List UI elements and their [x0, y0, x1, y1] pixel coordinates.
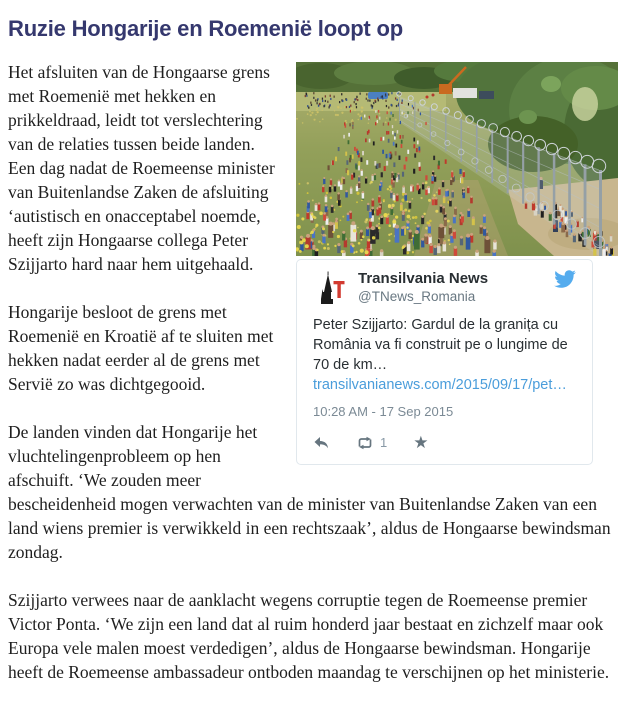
- page-title: Ruzie Hongarije en Roemenië loopt op: [8, 16, 403, 41]
- reply-icon: [313, 436, 329, 450]
- retweet-icon: [355, 436, 375, 450]
- reply-button[interactable]: [313, 436, 329, 450]
- twitter-bird-icon[interactable]: [554, 270, 576, 288]
- retweet-count: 1: [380, 435, 388, 450]
- star-icon: ★: [413, 433, 429, 453]
- tweet-link[interactable]: transilvanianews.com/2015/09/17/pet…: [313, 377, 567, 393]
- article-paragraph: Hongarije besloot de grens met Roemenië en Kroatië af te sluiten met hekken nadat eerder al de grens met Servië zo was dichtgegooid.: [8, 302, 274, 394]
- article-paragraph: Het afsluiten van de Hongaarse grens met Roemenië met hekken en prikkeldraad, leidt tot verslechtering van de relaties tussen beide landen. Een dag nadat de Roemeense minister van Buitenlandse Zaken de afsluiting ‘autistisch en onacceptabel noemde, heeft zijn Hongaarse collega Peter Szijjarto hard naar hem uitgehaald.: [8, 62, 275, 274]
- avatar-transilvania-news-logo-icon[interactable]: [313, 270, 349, 306]
- author-name[interactable]: Transilvania News: [358, 270, 489, 287]
- media-embed: [296, 62, 618, 465]
- tweet-header: [313, 270, 576, 306]
- favorite-button[interactable]: [413, 433, 429, 453]
- tweet-text: Peter Szijjarto: Gardul de la granița cu România va fi construit pe o lungime de 70 de km…: [313, 317, 568, 373]
- article-paragraph: Szijjarto verwees naar de aanklacht wegens corruptie tegen de Roemeense premier Victor Ponta. ‘We zijn een land dat al ruim honderd jaar bestaat en zichzelf maar ook Europa vele malen moest verdedigen’, aldus de Hongaarse bewindsman. Hongarije heeft de Roemeense ambassadeur ontboden maandag te verschijnen op het ministerie.: [8, 590, 610, 682]
- author-handle[interactable]: @TNews_Romania: [358, 289, 476, 304]
- tweet-actions: [313, 434, 576, 452]
- article-paragraph: De landen vinden dat Hongarije het vluchtelingenprobleem op hen afschuift. ‘We zouden meer bescheidenheid mogen verwachten van de minister van Buitenlandse Zaken van een land wiens premier is verwikkeld in een rechtszaak’, aldus de Hongaarse bewindsman zondag.: [8, 422, 611, 562]
- border-fence-photo: [296, 62, 618, 256]
- retweet-button[interactable]: [355, 431, 387, 455]
- author-block[interactable]: [358, 270, 488, 306]
- tweet-timestamp[interactable]: 10:28 AM - 17 Sep 2015: [313, 404, 454, 419]
- tweet-card: [296, 259, 593, 465]
- article-body: [8, 60, 618, 684]
